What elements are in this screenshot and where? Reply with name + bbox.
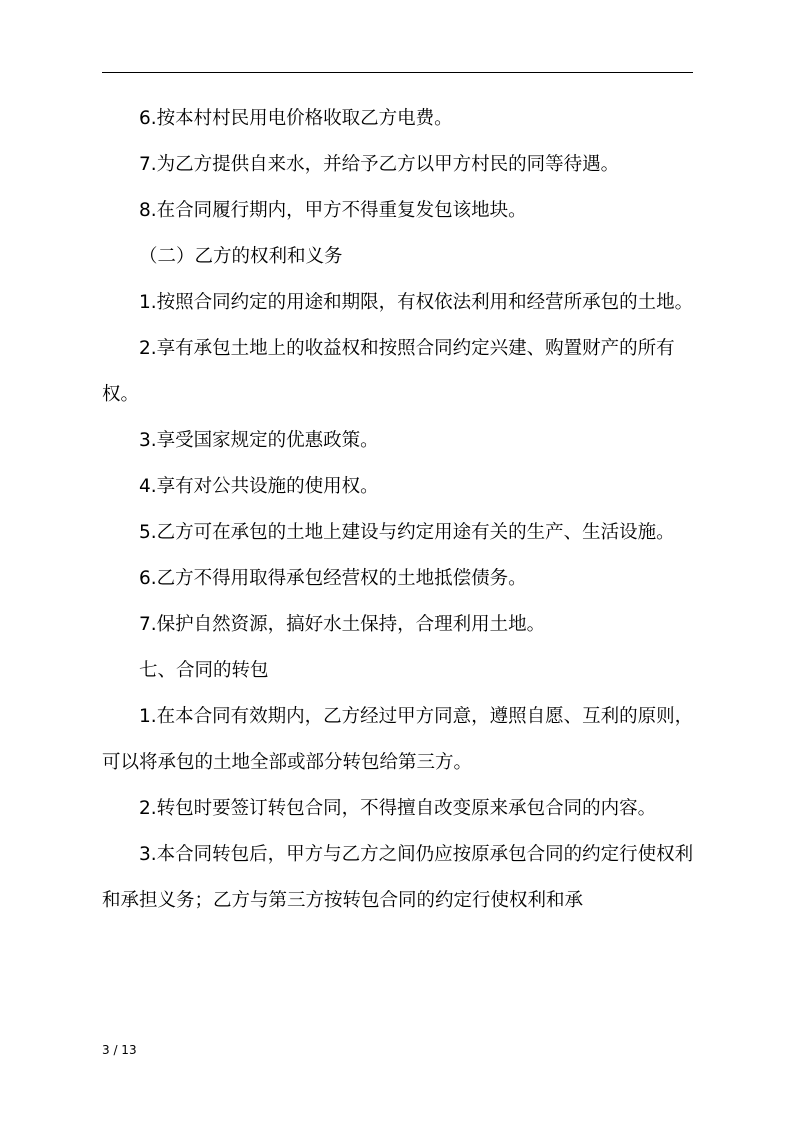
section-heading: （二）乙方的权利和义务 [139, 246, 343, 267]
paragraph: 7.为乙方提供自来水，并给予乙方以甲方村民的同等待遇。 [139, 154, 620, 175]
paragraph: 2.转包时要签订转包合同，不得擅自改变原来承包合同的内容。 [139, 798, 657, 819]
page-number: 3 / 13 [102, 1043, 137, 1057]
paragraph: 7.保护自然资源，搞好水土保持，合理利用土地。 [139, 614, 546, 635]
header-rule [102, 72, 693, 73]
section-heading: 七、合同的转包 [139, 660, 269, 681]
paragraph: 1.在本合同有效期内，乙方经过甲方同意，遵照自愿、互利的原则，可以将承包的土地全部或部分转包给第三方。 [102, 706, 694, 773]
document-body [102, 96, 702, 924]
paragraph: 6.按本村村民用电价格收取乙方电费。 [139, 108, 453, 129]
paragraph: 3.享受国家规定的优惠政策。 [139, 430, 379, 451]
paragraph: 8.在合同履行期内，甲方不得重复发包该地块。 [139, 200, 527, 221]
paragraph: 4.享有对公共设施的使用权。 [139, 476, 379, 497]
paragraph: 5.乙方可在承包的土地上建设与约定用途有关的生产、生活设施。 [139, 522, 675, 543]
paragraph: 3.本合同转包后，甲方与乙方之间仍应按原承包合同的约定行使权利和承担义务；乙方与第三方按转包合同的约定行使权利和承 [102, 844, 694, 911]
paragraph: 6.乙方不得用取得承包经营权的土地抵偿债务。 [139, 568, 527, 589]
paragraph: 2.享有承包土地上的收益权和按照合同约定兴建、购置财产的所有权。 [102, 338, 675, 405]
paragraph: 1.按照合同约定的用途和期限，有权依法利用和经营所承包的土地。 [139, 292, 694, 313]
